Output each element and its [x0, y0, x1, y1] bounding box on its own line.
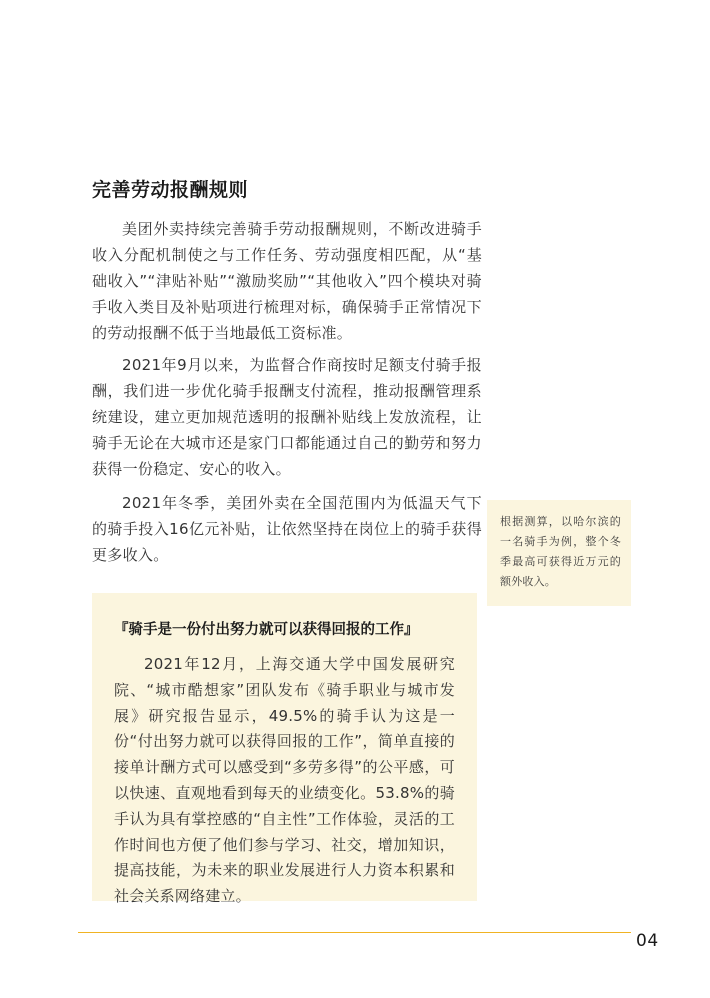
page-number: 04 [636, 931, 659, 951]
callout-title: 『骑手是一份付出努力就可以获得回报的工作』 [114, 622, 419, 638]
side-note [487, 500, 631, 606]
quote-callout-box [92, 593, 477, 906]
footer-divider [78, 932, 631, 933]
body-paragraph-winter-subsidy: 2021年冬季，美团外卖在全国范围内为低温天气下的骑手投入16亿元补贴，让依然坚持在岗位上的骑手获得更多收入。 [92, 494, 482, 564]
callout-body: 2021年12月，上海交通大学中国发展研究院、“城市酷想家”团队发布《骑手职业与城市发展》研究报告显示，49.5%的骑手认为这是一份“付出努力就可以获得回报的工作”，简单直接的接单计酬方式可以感受到“多劳多得”的公平感，可以快速、直观地看到每天的业绩变化。53.8%的骑手认为具有掌控感的“自主性”工作体验，灵活的工作时间也方便了他们参与学习、社交，增加知识，提高技能，为未来的职业发展进行人力资本积累和社会关系网络建立。 [114, 655, 455, 906]
body-paragraph-payment-process: 2021年9月以来，为监督合作商按时足额支付骑手报酬，我们进一步优化骑手报酬支付流程，推动报酬管理系统建设，建立更加规范透明的报酬补贴线上发放流程，让骑手无论在大城市还是家门口都能通过自己的勤劳和努力获得一份稳定、安心的收入。 [92, 356, 482, 478]
body-paragraph-remuneration-rules: 美团外卖持续完善骑手劳动报酬规则，不断改进骑手收入分配机制使之与工作任务、劳动强度相匹配，从“基础收入”“津贴补贴”“激励奖励”“其他收入”四个模块对骑手收入类目及补贴项进行梳理对标，确保骑手正常情况下的劳动报酬不低于当地最低工资标准。 [92, 220, 482, 342]
section-heading: 完善劳动报酬规则 [92, 179, 249, 201]
side-note-text: 根据测算，以哈尔滨的一名骑手为例，整个冬季最高可获得近万元的额外收入。 [500, 515, 621, 588]
